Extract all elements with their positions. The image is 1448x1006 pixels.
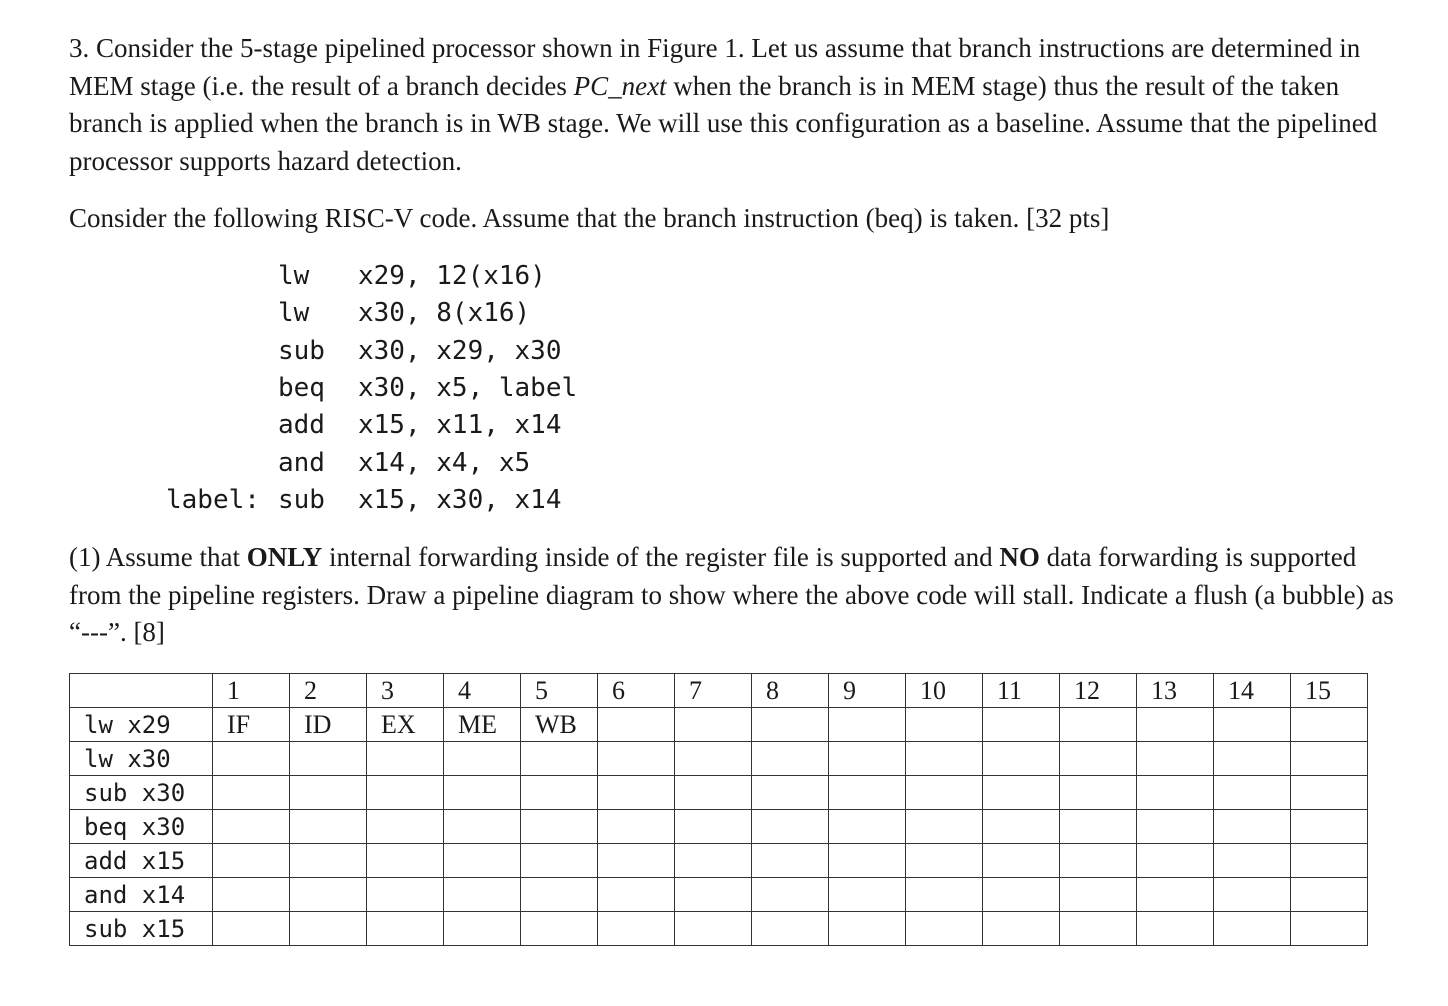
stage-cell[interactable] bbox=[1137, 708, 1214, 742]
instruction-row bbox=[70, 878, 1368, 912]
stage-cell[interactable] bbox=[1060, 912, 1137, 946]
code-line bbox=[0, 407, 700, 444]
cycle-header: 3 bbox=[367, 674, 444, 708]
stage-cell[interactable] bbox=[1214, 844, 1291, 878]
stage-cell[interactable] bbox=[521, 844, 598, 878]
consider-statement: Consider the following RISC-V code. Assume that the branch instruction (beq) is taken. [32 pts] bbox=[69, 203, 1110, 233]
stage-cell[interactable] bbox=[906, 708, 983, 742]
stage-cell[interactable] bbox=[1291, 742, 1368, 776]
code-operands: x30, 8(x16) bbox=[358, 298, 531, 329]
stage-cell[interactable]: IF bbox=[213, 708, 290, 742]
stage-cell[interactable] bbox=[290, 810, 367, 844]
cycle-header: 13 bbox=[1137, 674, 1214, 708]
stage-cell[interactable] bbox=[598, 810, 675, 844]
stage-cell[interactable] bbox=[983, 708, 1060, 742]
part1-only: ONLY bbox=[246, 542, 323, 572]
code-line bbox=[0, 295, 700, 332]
stage-cell[interactable] bbox=[367, 810, 444, 844]
stage-cell[interactable] bbox=[675, 708, 752, 742]
stage-cell[interactable] bbox=[906, 844, 983, 878]
stage-cell[interactable] bbox=[444, 912, 521, 946]
stage-cell[interactable] bbox=[829, 776, 906, 810]
code-line bbox=[0, 370, 700, 407]
cycle-header-row bbox=[70, 674, 1368, 708]
code-operands: x15, x11, x14 bbox=[358, 410, 562, 441]
stage-cell[interactable] bbox=[290, 912, 367, 946]
cycle-header: 8 bbox=[752, 674, 829, 708]
code-opcode: lw bbox=[278, 261, 310, 291]
stage-cell[interactable]: ID bbox=[290, 708, 367, 742]
cycle-header: 10 bbox=[906, 674, 983, 708]
instruction-label: lw x30 bbox=[70, 742, 213, 776]
stage-cell[interactable] bbox=[444, 776, 521, 810]
stage-cell[interactable] bbox=[983, 912, 1060, 946]
code-operands: x30, x5, label bbox=[358, 372, 578, 403]
stage-cell[interactable] bbox=[1214, 810, 1291, 844]
stage-cell[interactable] bbox=[829, 912, 906, 946]
stage-cell[interactable] bbox=[521, 810, 598, 844]
code-operands: x14, x4, x5 bbox=[358, 447, 531, 478]
stage-cell[interactable] bbox=[752, 742, 829, 776]
stage-cell[interactable] bbox=[1291, 810, 1368, 844]
stage-cell[interactable] bbox=[983, 776, 1060, 810]
part1-text-1: (1) Assume that bbox=[69, 542, 247, 572]
code-operands: x29, 12(x16) bbox=[358, 261, 546, 291]
stage-cell[interactable] bbox=[290, 776, 367, 810]
stage-cell[interactable] bbox=[1137, 878, 1214, 912]
code-line bbox=[0, 445, 700, 482]
stage-cell[interactable] bbox=[752, 844, 829, 878]
stage-cell[interactable] bbox=[829, 708, 906, 742]
cycle-header: 12 bbox=[1060, 674, 1137, 708]
part1-text-2: internal forwarding inside of the register file is supported and bbox=[322, 542, 1000, 572]
stage-cell[interactable] bbox=[752, 776, 829, 810]
code-line bbox=[0, 482, 700, 519]
stage-cell[interactable] bbox=[598, 708, 675, 742]
instruction-row bbox=[70, 776, 1368, 810]
stage-cell[interactable] bbox=[367, 844, 444, 878]
stage-cell[interactable] bbox=[1291, 878, 1368, 912]
stage-cell[interactable] bbox=[444, 844, 521, 878]
stage-cell[interactable] bbox=[444, 878, 521, 912]
stage-cell[interactable] bbox=[1214, 912, 1291, 946]
stage-cell[interactable] bbox=[675, 844, 752, 878]
stage-cell[interactable] bbox=[829, 844, 906, 878]
code-opcode: sub bbox=[278, 335, 325, 366]
stage-cell[interactable] bbox=[598, 742, 675, 776]
stage-cell[interactable] bbox=[444, 742, 521, 776]
stage-cell[interactable] bbox=[1214, 742, 1291, 776]
stage-cell[interactable] bbox=[367, 878, 444, 912]
stage-cell[interactable] bbox=[521, 878, 598, 912]
stage-cell[interactable] bbox=[752, 708, 829, 742]
instruction-row bbox=[70, 708, 1368, 742]
stage-cell[interactable] bbox=[1214, 776, 1291, 810]
stage-cell[interactable] bbox=[675, 878, 752, 912]
cycle-header: 9 bbox=[829, 674, 906, 708]
stage-cell[interactable] bbox=[983, 742, 1060, 776]
stage-cell[interactable] bbox=[906, 810, 983, 844]
question-intro bbox=[69, 30, 1399, 180]
stage-cell[interactable] bbox=[829, 878, 906, 912]
corner-cell bbox=[70, 674, 213, 708]
stage-cell[interactable] bbox=[829, 742, 906, 776]
stage-cell[interactable] bbox=[1137, 844, 1214, 878]
stage-cell[interactable] bbox=[1060, 878, 1137, 912]
stage-cell[interactable] bbox=[1291, 844, 1368, 878]
intro-text-a: 3. Consider the 5-stage pipelined processor shown in Figure 1. Let us assume that branch instructions are determined in MEM stage (i.e. the result of a branch decides bbox=[69, 33, 1361, 101]
stage-cell[interactable] bbox=[983, 844, 1060, 878]
code-opcode: add bbox=[278, 410, 325, 441]
stage-cell[interactable] bbox=[675, 912, 752, 946]
instruction-label: add x15 bbox=[70, 844, 213, 878]
cycle-header: 1 bbox=[213, 674, 290, 708]
stage-cell[interactable] bbox=[521, 912, 598, 946]
stage-cell[interactable] bbox=[213, 912, 290, 946]
code-operands: x15, x30, x14 bbox=[358, 484, 562, 515]
stage-cell[interactable] bbox=[906, 912, 983, 946]
code-line bbox=[0, 333, 700, 370]
code-line bbox=[0, 258, 700, 295]
instruction-label: and x14 bbox=[70, 878, 213, 912]
part1-text-3: data forwarding is supported from the pipeline registers. Draw a pipeline diagram to show where the above code will stall. Indicate a flush (a bubble) as “---”. [8] bbox=[69, 542, 1394, 647]
stage-cell[interactable] bbox=[444, 810, 521, 844]
cycle-header: 15 bbox=[1291, 674, 1368, 708]
stage-cell[interactable]: ME bbox=[444, 708, 521, 742]
instruction-row bbox=[70, 742, 1368, 776]
stage-cell[interactable] bbox=[521, 776, 598, 810]
stage-cell[interactable] bbox=[598, 776, 675, 810]
cycle-header: 5 bbox=[521, 674, 598, 708]
instruction-label: beq x30 bbox=[70, 810, 213, 844]
stage-cell[interactable] bbox=[1291, 776, 1368, 810]
cycle-header: 7 bbox=[675, 674, 752, 708]
stage-cell[interactable] bbox=[906, 776, 983, 810]
stage-cell[interactable] bbox=[1060, 708, 1137, 742]
stage-cell[interactable] bbox=[1291, 912, 1368, 946]
stage-cell[interactable] bbox=[1060, 776, 1137, 810]
stage-cell[interactable] bbox=[213, 742, 290, 776]
stage-cell[interactable] bbox=[1291, 708, 1368, 742]
stage-cell[interactable]: WB bbox=[521, 708, 598, 742]
code-opcode: sub bbox=[278, 484, 325, 515]
stage-cell[interactable] bbox=[752, 878, 829, 912]
code-opcode: lw bbox=[278, 298, 310, 329]
cycle-header: 2 bbox=[290, 674, 367, 708]
stage-cell[interactable] bbox=[675, 776, 752, 810]
instruction-row bbox=[70, 810, 1368, 844]
instruction-row bbox=[70, 844, 1368, 878]
stage-cell[interactable] bbox=[290, 878, 367, 912]
stage-cell[interactable] bbox=[521, 742, 598, 776]
stage-cell[interactable] bbox=[675, 810, 752, 844]
stage-cell[interactable] bbox=[829, 810, 906, 844]
stage-cell[interactable] bbox=[598, 844, 675, 878]
code-opcode: and bbox=[278, 447, 325, 478]
stage-cell[interactable] bbox=[1214, 878, 1291, 912]
stage-cell[interactable] bbox=[1060, 742, 1137, 776]
code-operands: x30, x29, x30 bbox=[358, 335, 562, 366]
stage-cell[interactable] bbox=[1137, 810, 1214, 844]
stage-cell[interactable] bbox=[906, 878, 983, 912]
instruction-label: sub x15 bbox=[70, 912, 213, 946]
part1-statement bbox=[69, 539, 1399, 652]
stage-cell[interactable] bbox=[598, 878, 675, 912]
stage-cell[interactable]: EX bbox=[367, 708, 444, 742]
stage-cell[interactable] bbox=[213, 810, 290, 844]
stage-cell[interactable] bbox=[1060, 844, 1137, 878]
stage-cell[interactable] bbox=[675, 742, 752, 776]
cycle-header: 6 bbox=[598, 674, 675, 708]
stage-cell[interactable] bbox=[1060, 810, 1137, 844]
intro-text-b: when the branch is in MEM stage) thus the result of the taken branch is applied when the branch is in WB stage. We will use this configuration as a baseline. Assume that the pipelined processor supports hazard detection. bbox=[69, 70, 1378, 176]
stage-cell[interactable] bbox=[367, 912, 444, 946]
stage-cell[interactable] bbox=[367, 776, 444, 810]
stage-cell[interactable] bbox=[598, 912, 675, 946]
stage-cell[interactable] bbox=[213, 776, 290, 810]
stage-cell[interactable] bbox=[983, 810, 1060, 844]
stage-cell[interactable] bbox=[1137, 912, 1214, 946]
stage-cell[interactable] bbox=[752, 912, 829, 946]
instruction-label: sub x30 bbox=[70, 776, 213, 810]
stage-cell[interactable] bbox=[213, 844, 290, 878]
instruction-row bbox=[70, 912, 1368, 946]
stage-cell[interactable] bbox=[906, 742, 983, 776]
pipeline-diagram-table bbox=[69, 673, 1368, 946]
instruction-label: lw x29 bbox=[70, 708, 213, 742]
code-label: label: bbox=[166, 484, 260, 515]
stage-cell[interactable] bbox=[983, 878, 1060, 912]
code-opcode: beq bbox=[278, 372, 325, 403]
stage-cell[interactable] bbox=[290, 844, 367, 878]
cycle-header: 14 bbox=[1214, 674, 1291, 708]
stage-cell[interactable] bbox=[1214, 708, 1291, 742]
part1-no: NO bbox=[999, 542, 1040, 572]
stage-cell[interactable] bbox=[752, 810, 829, 844]
stage-cell[interactable] bbox=[1137, 776, 1214, 810]
pc-next-term: PC_next bbox=[573, 70, 667, 101]
stage-cell[interactable] bbox=[1137, 742, 1214, 776]
cycle-header: 11 bbox=[983, 674, 1060, 708]
stage-cell[interactable] bbox=[367, 742, 444, 776]
cycle-header: 4 bbox=[444, 674, 521, 708]
stage-cell[interactable] bbox=[213, 878, 290, 912]
stage-cell[interactable] bbox=[290, 742, 367, 776]
